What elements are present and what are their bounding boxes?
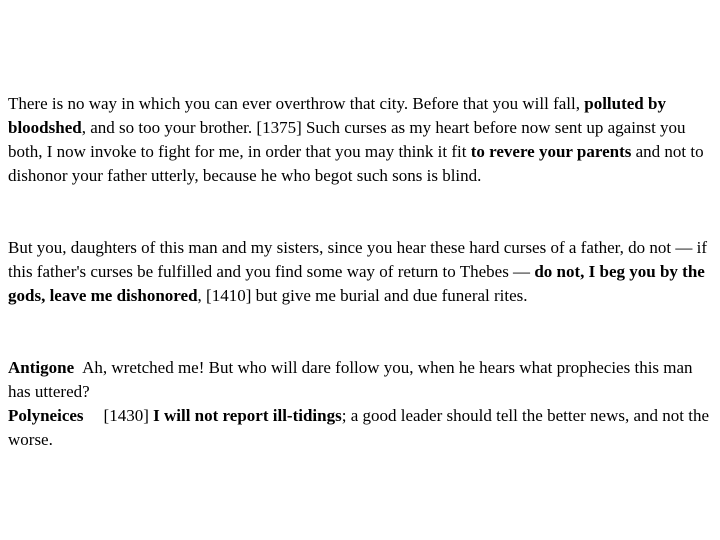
paragraph-plea-to-sisters bbox=[8, 236, 712, 308]
dialogue-line-antigone bbox=[8, 356, 712, 404]
dialogue-line-polyneices bbox=[8, 404, 712, 452]
text-run: , and so too your brother. [1375] Such curses as my heart before now sent up against you both, I now invoke to fight for me, in order that you may think it fit bbox=[8, 118, 686, 161]
text-run: But you, daughters of this man and my sisters, since you hear these hard curses of a father, do not — if this father's curses be fulfilled and you find some way of return to Thebes — bbox=[8, 238, 707, 281]
paragraph-curse-on-sons bbox=[8, 92, 712, 188]
text-run: , [1410] but give me burial and due funeral rites. bbox=[197, 286, 528, 305]
speaker-name: Antigone bbox=[8, 358, 75, 377]
bold-phrase-revere-your-parents: to revere your parents bbox=[470, 142, 632, 161]
dialogue-text: ; a good leader should tell the better news, and not the worse. bbox=[8, 406, 710, 449]
dialogue-block bbox=[8, 356, 712, 452]
dialogue-text: Ah, wretched me! But who will dare follow you, when he hears what prophecies this man has uttered? bbox=[8, 358, 693, 401]
bold-phrase-ill-tidings: I will not report ill-tidings bbox=[153, 406, 342, 425]
speaker-name: Polyneices bbox=[8, 406, 84, 425]
bold-phrase-polluted-by-bloodshed: polluted by bloodshed bbox=[8, 94, 666, 137]
text-run: and not to dishonor your father utterly, because he who begot such sons is blind. bbox=[8, 142, 704, 185]
dialogue-text: [1430] bbox=[103, 406, 154, 425]
bold-phrase-leave-me-dishonored: do not, I beg you by the gods, leave me dishonored bbox=[8, 262, 705, 305]
text-run: There is no way in which you can ever overthrow that city. Before that you will fall, bbox=[8, 94, 585, 113]
